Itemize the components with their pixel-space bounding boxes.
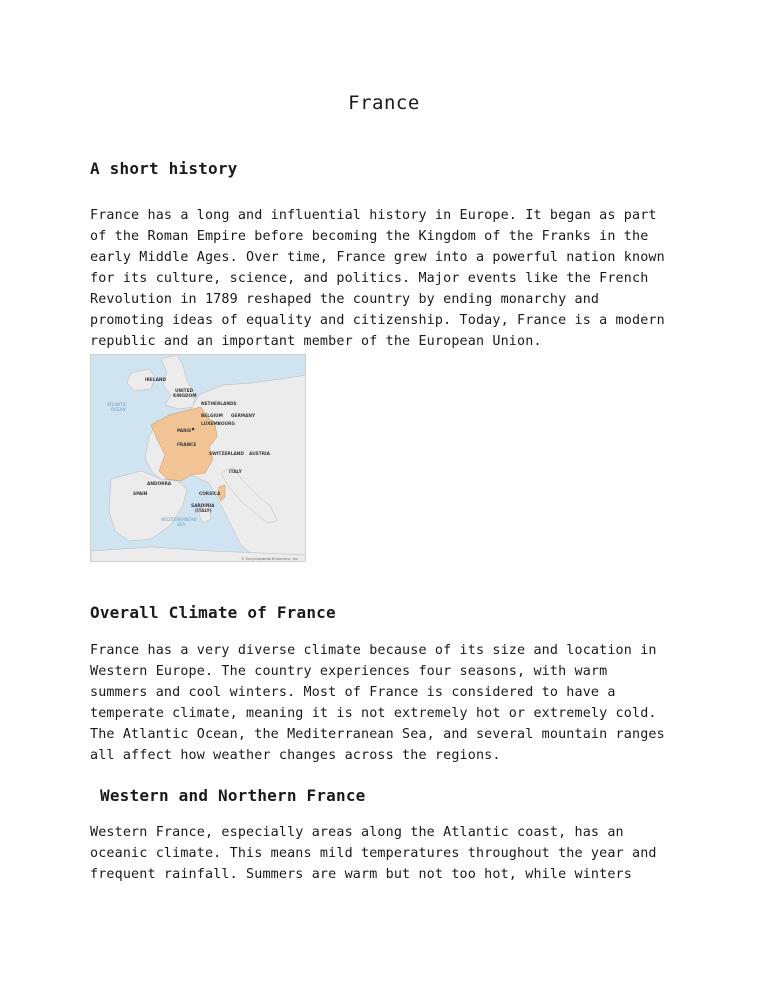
- section-heading-western-northern: Western and Northern France: [100, 786, 366, 805]
- label-andorra: ANDORRA: [147, 482, 172, 487]
- label-france: FRANCE: [177, 443, 197, 448]
- document-title: France: [348, 92, 420, 114]
- label-belgium: BELGIUM: [201, 414, 223, 419]
- label-med-line1: MEDITERRANEAN: [161, 517, 197, 522]
- label-med-line2: SEA: [177, 522, 185, 527]
- label-austria: AUSTRIA: [249, 452, 270, 457]
- label-luxembourg: LUXEMBOURG: [201, 422, 235, 427]
- paris-marker: [192, 428, 195, 431]
- label-atlantic-line1: ATLANTIC: [107, 402, 127, 407]
- label-corsica: CORSICA: [199, 492, 221, 497]
- label-paris: PARIS: [177, 429, 192, 434]
- label-sardinia-line2: (ITALY): [195, 509, 212, 514]
- france-map: [91, 355, 306, 562]
- label-uk-line1: UNITED: [175, 389, 194, 394]
- label-sardinia-line1: SARDINIA: [191, 504, 215, 509]
- label-italy: ITALY: [229, 470, 242, 475]
- label-uk-line2: KINGDOM: [173, 394, 197, 399]
- label-ireland: IRELAND: [145, 378, 167, 383]
- france-map-image: [90, 354, 306, 562]
- map-copyright: © Encyclopædia Britannica, Inc.: [241, 557, 300, 561]
- label-netherlands: NETHERLANDS: [201, 402, 237, 407]
- label-germany: GERMANY: [231, 414, 256, 419]
- paragraph-climate: France has a very diverse climate because of its size and location in Western Europe. The country experiences four seasons, with warm summers and cool winters. Most of France is considered to have a temperate climate, meaning it is not extremely hot or extremely cold. The Atlantic Ocean, the Mediterranean Sea, and several mountain ranges all affect how weather changes across the regions.: [90, 643, 665, 763]
- section-heading-climate: Overall Climate of France: [90, 603, 336, 622]
- paragraph-western-northern: Western France, especially areas along the Atlantic coast, has an oceanic climate. This means mild temperatures throughout the year and frequent rainfall. Summers are warm but not too hot, while winters: [90, 825, 657, 882]
- label-atlantic-line2: OCEAN: [111, 407, 126, 412]
- label-switzerland: SWITZERLAND: [209, 452, 244, 457]
- label-spain: SPAIN: [133, 492, 148, 497]
- section-heading-history: A short history: [90, 159, 238, 178]
- paragraph-history: France has a long and influential history in Europe. It began as part of the Roman Empire before becoming the Kingdom of the Franks in the early Middle Ages. Over time, France grew into a powerful nation known for its culture, science, and politics. Major events like the French Revolution in 1789 reshaped the country by ending monarchy and promoting ideas of equality and citizenship. Today, France is a modern republic and an important member of the European Union.: [90, 208, 665, 349]
